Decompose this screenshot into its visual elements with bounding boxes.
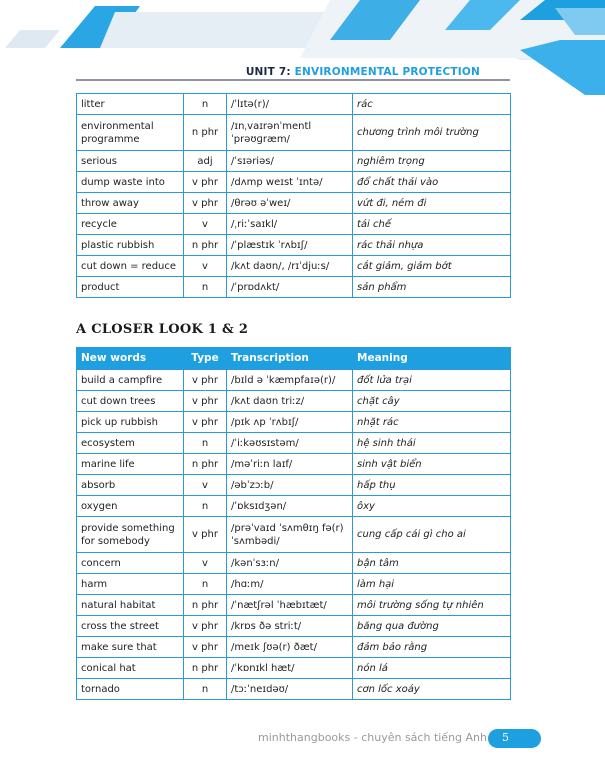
cell-word: plastic rubbish — [77, 235, 184, 256]
header-banner — [0, 0, 605, 95]
cell-type: n phr — [184, 658, 227, 679]
cell-transcription: /ˈkɒnɪkl hæt/ — [227, 658, 353, 679]
table-row — [77, 496, 511, 517]
cell-type: v phr — [184, 172, 227, 193]
cell-transcription: /ˈplæstɪk ˈrʌbɪʃ/ — [227, 235, 353, 256]
cell-type: v phr — [184, 412, 227, 433]
cell-meaning: rác thải nhựa — [353, 235, 511, 256]
cell-meaning: đốt lửa trại — [353, 370, 511, 391]
cell-type: n phr — [184, 235, 227, 256]
table-row — [77, 595, 511, 616]
cell-transcription: /bɪld ə ˈkæmpfaɪə(r)/ — [227, 370, 353, 391]
cell-word: serious — [77, 151, 184, 172]
cell-transcription: /ˈlɪtə(r)/ — [227, 94, 353, 115]
cell-transcription: /ˈɒksɪdʒən/ — [227, 496, 353, 517]
cell-transcription: /dʌmp weɪst ˈɪntə/ — [227, 172, 353, 193]
cell-meaning: hấp thụ — [353, 475, 511, 496]
table-row — [77, 94, 511, 115]
table-row — [77, 151, 511, 172]
cell-meaning: vứt đi, ném đi — [353, 193, 511, 214]
section-title: A CLOSER LOOK 1 & 2 — [76, 322, 249, 337]
table-row — [77, 475, 511, 496]
cell-meaning: đổ chất thải vào — [353, 172, 511, 193]
cell-meaning: cung cấp cái gì cho ai — [353, 517, 511, 553]
cell-type: v phr — [184, 616, 227, 637]
cell-word: recycle — [77, 214, 184, 235]
cell-type: v phr — [184, 517, 227, 553]
cell-meaning: băng qua đường — [353, 616, 511, 637]
cell-word: throw away — [77, 193, 184, 214]
cell-word: harm — [77, 574, 184, 595]
cell-type: v — [184, 475, 227, 496]
cell-type: n — [184, 94, 227, 115]
page-number-badge — [488, 729, 541, 748]
cell-word: environmental programme — [77, 115, 184, 151]
cell-meaning: cơn lốc xoáy — [353, 679, 511, 700]
cell-word: tornado — [77, 679, 184, 700]
unit-title — [246, 66, 480, 78]
table-row — [77, 193, 511, 214]
table-row — [77, 574, 511, 595]
cell-meaning: tái chế — [353, 214, 511, 235]
cell-transcription: /θrəʊ əˈweɪ/ — [227, 193, 353, 214]
cell-transcription: /məˈriːn laɪf/ — [227, 454, 353, 475]
cell-meaning: nghiêm trọng — [353, 151, 511, 172]
cell-transcription: /ˈiːkəʊsɪstəm/ — [227, 433, 353, 454]
cell-meaning: chương trình môi trường — [353, 115, 511, 151]
table-row — [77, 370, 511, 391]
cell-transcription: /ˌriːˈsaɪkl/ — [227, 214, 353, 235]
cell-word: provide something for somebody — [77, 517, 184, 553]
cell-transcription: /tɔːˈneɪdəʊ/ — [227, 679, 353, 700]
unit-topic: ENVIRONMENTAL PROTECTION — [294, 66, 480, 78]
cell-word: make sure that — [77, 637, 184, 658]
cell-meaning: bận tâm — [353, 553, 511, 574]
cell-word: cut down = reduce — [77, 256, 184, 277]
cell-word: ecosystem — [77, 433, 184, 454]
cell-word: oxygen — [77, 496, 184, 517]
header-new-words: New words — [77, 348, 184, 370]
cell-transcription: /pɪk ʌp ˈrʌbɪʃ/ — [227, 412, 353, 433]
table-row — [77, 115, 511, 151]
cell-transcription: /ɪnˌvaɪrənˈmentl ˈprəʊɡræm/ — [227, 115, 353, 151]
table-row — [77, 679, 511, 700]
cell-transcription: /ˈnætʃrəl ˈhæbɪtæt/ — [227, 595, 353, 616]
cell-word: cut down trees — [77, 391, 184, 412]
cell-meaning: ôxy — [353, 496, 511, 517]
table-row — [77, 454, 511, 475]
cell-type: v — [184, 256, 227, 277]
table-row — [77, 412, 511, 433]
vocabulary-table-getting-started — [76, 93, 511, 298]
cell-type: n phr — [184, 115, 227, 151]
cell-meaning: môi trường sống tự nhiên — [353, 595, 511, 616]
cell-type: adj — [184, 151, 227, 172]
table-row — [77, 616, 511, 637]
cell-meaning: sản phẩm — [353, 277, 511, 298]
cell-transcription: /kʌt daʊn triːz/ — [227, 391, 353, 412]
page-number: 5 — [502, 731, 509, 744]
cell-type: v phr — [184, 391, 227, 412]
cell-word: cross the street — [77, 616, 184, 637]
cell-meaning: làm hại — [353, 574, 511, 595]
cell-meaning: cắt giảm, giảm bớt — [353, 256, 511, 277]
cell-transcription: /krɒs ðə striːt/ — [227, 616, 353, 637]
cell-meaning: nhặt rác — [353, 412, 511, 433]
cell-meaning: đảm bảo rằng — [353, 637, 511, 658]
cell-transcription: /prəˈvaɪd ˈsʌmθɪŋ fə(r) ˈsʌmbədi/ — [227, 517, 353, 553]
table-row — [77, 517, 511, 553]
cell-word: concern — [77, 553, 184, 574]
cell-word: dump waste into — [77, 172, 184, 193]
cell-word: marine life — [77, 454, 184, 475]
table-row — [77, 391, 511, 412]
cell-word: conical hat — [77, 658, 184, 679]
cell-word: litter — [77, 94, 184, 115]
cell-type: v — [184, 553, 227, 574]
cell-type: n — [184, 679, 227, 700]
cell-transcription: /meɪk ʃʊə(r) ðæt/ — [227, 637, 353, 658]
cell-type: v — [184, 214, 227, 235]
cell-type: v phr — [184, 193, 227, 214]
cell-transcription: /ˈprɒdʌkt/ — [227, 277, 353, 298]
table-header-row — [77, 348, 511, 370]
cell-transcription: /hɑːm/ — [227, 574, 353, 595]
table-row — [77, 637, 511, 658]
cell-type: n — [184, 496, 227, 517]
cell-type: n — [184, 433, 227, 454]
cell-type: v phr — [184, 370, 227, 391]
cell-transcription: /ˈsɪəriəs/ — [227, 151, 353, 172]
cell-meaning: chặt cây — [353, 391, 511, 412]
cell-transcription: /kʌt daʊn/, /rɪˈdjuːs/ — [227, 256, 353, 277]
cell-meaning: nón lá — [353, 658, 511, 679]
cell-type: v phr — [184, 637, 227, 658]
cell-word: pick up rubbish — [77, 412, 184, 433]
cell-word: build a campfire — [77, 370, 184, 391]
cell-meaning: hệ sinh thái — [353, 433, 511, 454]
cell-type: n — [184, 277, 227, 298]
cell-transcription: /kənˈsɜːn/ — [227, 553, 353, 574]
header-transcription: Transcription — [227, 348, 353, 370]
cell-meaning: sinh vật biển — [353, 454, 511, 475]
cell-type: n — [184, 574, 227, 595]
unit-label: UNIT 7: — [245, 66, 295, 78]
table-row — [77, 235, 511, 256]
vocabulary-table-closer-look — [76, 347, 511, 700]
cell-type: n phr — [184, 595, 227, 616]
table-row — [77, 277, 511, 298]
table-row — [77, 256, 511, 277]
cell-type: n phr — [184, 454, 227, 475]
cell-word: natural habitat — [77, 595, 184, 616]
cell-transcription: /əbˈzɔːb/ — [227, 475, 353, 496]
table-row — [77, 172, 511, 193]
header-type: Type — [184, 348, 227, 370]
cell-word: absorb — [77, 475, 184, 496]
cell-word: product — [77, 277, 184, 298]
header-meaning: Meaning — [353, 348, 511, 370]
table-row — [77, 553, 511, 574]
table-row — [77, 433, 511, 454]
footer-publisher-text: minhthangbooks - chuyên sách tiếng Anh — [258, 731, 487, 744]
table-row — [77, 214, 511, 235]
cell-meaning: rác — [353, 94, 511, 115]
table-row — [77, 658, 511, 679]
